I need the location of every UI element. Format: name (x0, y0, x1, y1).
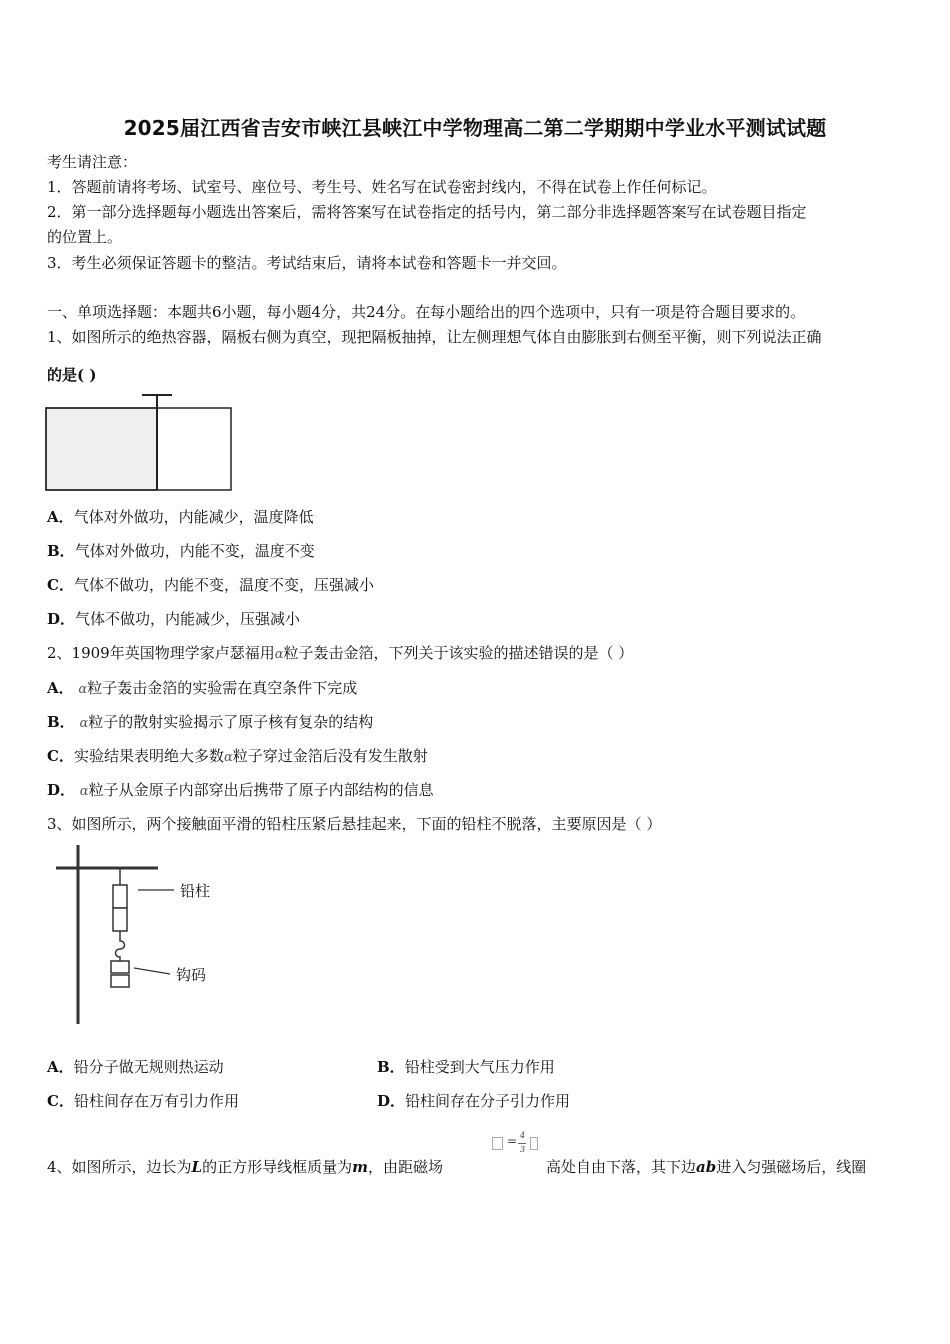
q1-stem-line-1: 1、如图所示的绝热容器，隔板右侧为真空，现把隔板抽掉，让左侧理想气体自由膨胀到右侧至平衡，则下列说法正确 (47, 328, 822, 346)
lower-lead-cylinder (113, 908, 127, 931)
q1-option-c: C．气体不做功，内能不变，温度不变，压强减小 (47, 576, 374, 594)
q3-option-c: C．铅柱间存在万有引力作用 (47, 1092, 239, 1110)
q2-option-d: D． α粒子从金原子内部穿出后携带了原子内部结构的信息 (47, 781, 434, 799)
hook (116, 931, 125, 961)
q3-lead-cylinder-figure (50, 843, 230, 1028)
notice-item-1: 1．答题前请将考场、试室号、座位号、考生号、姓名写在试卷密封线内，不得在试卷上作任何标记。 (47, 178, 717, 196)
weight-top (111, 961, 129, 973)
q2-stem: 2、1909年英国物理学家卢瑟福用α粒子轰击金箔，下列关于该实验的描述错误的是（ ） (47, 644, 634, 662)
q4-stem-part-1: 4、如图所示，边长为L的正方形导线框质量为m，由距磁场 (47, 1158, 443, 1176)
notice-heading: 考生请注意： (47, 153, 138, 171)
q1-option-a: A．气体对外做功，内能减少，温度降低 (47, 508, 314, 526)
q4-height-formula: = 4 3 (492, 1133, 544, 1163)
q2-option-a: A． α粒子轰击金箔的实验需在真空条件下完成 (47, 679, 358, 697)
q2-option-c: C．实验结果表明绝大多数α粒子穿过金箔后没有发生散射 (47, 747, 428, 765)
gas-chamber (46, 408, 157, 490)
fraction-bar (518, 1143, 526, 1144)
section-1-heading: 一、单项选择题：本题共6小题，每小题4分，共24分。在每小题给出的四个选项中，只有一项是符合题目要求的。 (47, 303, 806, 321)
notice-item-3: 3．考生必须保证答题卡的整洁。考试结束后，请将本试卷和答题卡一并交回。 (47, 254, 567, 272)
formula-placeholder-box (530, 1137, 538, 1150)
alpha-symbol: α (79, 784, 89, 799)
page-title: 2025届江西省吉安市峡江县峡江中学物理高二第二学期期中学业水平测试试题 (123, 116, 827, 140)
label-hook-weight: 钩码 (176, 966, 207, 984)
notice-item-2-line-1: 2．第一部分选择题每小题选出答案后，需将答案写在试卷指定的括号内，第二部分非选择题答案写在试卷题目指定 (47, 203, 807, 221)
q1-insulated-container-figure (44, 392, 236, 494)
q1-option-d: D．气体不做功，内能减少，压强减小 (47, 610, 301, 628)
q3-option-b: B．铅柱受到大气压力作用 (377, 1058, 555, 1076)
weight-bottom (111, 975, 129, 987)
q4-stem-part-2: 高处自由下落，其下边ab进入匀强磁场后，线圈 (546, 1158, 867, 1176)
upper-lead-cylinder (113, 885, 127, 908)
q2-option-b: B． α粒子的散射实验揭示了原子核有复杂的结构 (47, 713, 374, 731)
label-lead-cylinder: 铅柱 (180, 882, 211, 900)
q3-option-a: A．铅分子做无规则热运动 (47, 1058, 224, 1076)
alpha-symbol: α (78, 682, 88, 697)
q1-option-b: B．气体对外做功，内能不变，温度不变 (47, 542, 315, 560)
q3-option-d: D．铅柱间存在分子引力作用 (377, 1092, 571, 1110)
formula-placeholder-box (492, 1137, 503, 1150)
notice-item-2-line-2: 的位置上。 (47, 228, 123, 246)
alpha-symbol: α (274, 647, 284, 662)
alpha-symbol: α (79, 716, 89, 731)
q1-stem-line-2: 的是( ) (47, 366, 97, 384)
alpha-symbol: α (223, 750, 233, 765)
label-pointer-weight (134, 968, 170, 974)
q3-stem: 3、如图所示，两个接触面平滑的铅柱压紧后悬挂起来，下面的铅柱不脱落，主要原因是（ ） (47, 815, 662, 833)
